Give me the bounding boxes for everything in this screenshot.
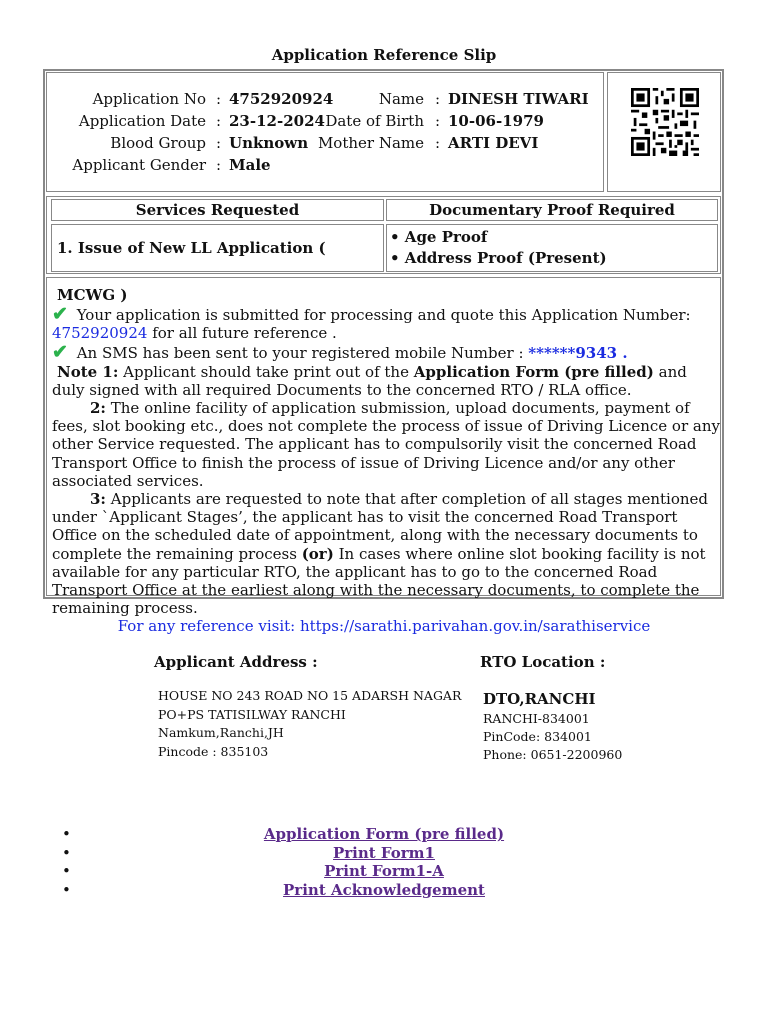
address-line: Pincode : 835103 <box>158 744 269 759</box>
proof-item: • Age Proof <box>390 228 488 246</box>
mobile-number: ******9343 . <box>528 344 628 363</box>
note-3-bold: (or) <box>301 544 334 563</box>
application-date-label: Application Date <box>78 112 206 130</box>
sms-text: An SMS has been sent to your registered mobile Number : <box>76 344 524 363</box>
colon: : <box>435 90 441 108</box>
bullet: • <box>62 843 71 862</box>
blood-group-label: Blood Group <box>110 134 206 152</box>
rto-name: DTO,RANCHI <box>483 690 596 708</box>
rto-line: RANCHI-834001 <box>483 711 590 726</box>
check-icon: ✔ <box>52 303 68 325</box>
rto-location-heading: RTO Location : <box>480 653 606 671</box>
dob-value: 10-06-1979 <box>448 112 544 130</box>
application-no-value: 4752920924 <box>229 90 334 108</box>
qr-code-icon <box>631 88 699 156</box>
proof-header-label: Documentary Proof Required <box>429 201 675 219</box>
rto-line: PinCode: 834001 <box>483 729 592 744</box>
dob-label: Date of Birth <box>325 112 424 130</box>
check-icon: ✔ <box>52 341 68 364</box>
proof-cell <box>386 224 718 272</box>
applicant-address-heading: Applicant Address : <box>154 653 318 671</box>
mother-name-label: Mother Name <box>317 134 424 152</box>
bullet: • <box>62 825 71 843</box>
name-label: Name <box>378 90 424 108</box>
mother-name-value: ARTI DEVI <box>448 134 539 152</box>
gender-label: Applicant Gender <box>72 156 206 174</box>
list-item <box>0 825 768 844</box>
note-3 <box>52 490 720 617</box>
future-ref-text: for all future reference . <box>152 324 337 343</box>
rto-line: Phone: 0651-2200960 <box>483 747 623 762</box>
colon: : <box>435 112 441 130</box>
note-1-bold: Application Form (pre filled) <box>413 362 654 381</box>
reference-visit-text: For any reference visit: https://sarathi.parivahan.gov.in/sarathiservice <box>117 617 651 635</box>
note-3-post: In cases where online slot booking facility is not available for any particular RTO, the applicant has to go to the concerned Road Transport Office at the earliest along with the necessary documents, to complete the remaining process. <box>52 544 706 618</box>
submitted-text: Your application is submitted for processing and quote this Application Number: <box>76 306 691 324</box>
bullet: • <box>62 862 71 880</box>
colon: : <box>216 134 222 152</box>
colon: : <box>435 134 441 152</box>
proof-item: • Address Proof (Present) <box>390 249 607 267</box>
list-item <box>0 862 768 881</box>
notes-content <box>52 305 720 617</box>
colon: : <box>216 156 222 174</box>
note-1-pre: Applicant should take print out of the <box>123 362 409 381</box>
proof-header <box>386 199 718 221</box>
list-item <box>0 881 768 900</box>
application-date-value: 23-12-2024 <box>229 112 325 130</box>
note-3-label: 3: <box>90 490 106 509</box>
blood-group-value: Unknown <box>229 134 309 152</box>
gender-value: Male <box>229 156 271 174</box>
address-line: PO+PS TATISILWAY RANCHI <box>158 707 346 722</box>
application-form-link[interactable]: Application Form (pre filled) <box>263 825 505 843</box>
colon: : <box>216 90 222 108</box>
services-header-label: Services Requested <box>135 201 300 219</box>
print-form1a-link[interactable]: Print Form1-A <box>324 862 444 880</box>
services-header <box>51 199 384 221</box>
note-2-label: 2: <box>90 399 106 418</box>
address-line: Namkum,Ranchi,JH <box>158 725 284 740</box>
sms-message <box>52 343 720 362</box>
page-title: Application Reference Slip <box>271 46 497 64</box>
print-acknowledgement-link[interactable]: Print Acknowledgement <box>283 880 485 899</box>
note-2-text: The online facility of application submission, upload documents, payment of fees, slot booking etc., does not complete the process of issue of Driving Licence or any other Service requested. The applicant has to compulsorily visit the concerned Road Transport Office to finish the process of issue of Driving Licence and/or any other associated services. <box>52 399 720 490</box>
print-links-list <box>0 825 768 899</box>
list-item <box>0 844 768 863</box>
service-item-cell <box>51 224 384 304</box>
note-1-label: Note 1: <box>57 362 119 381</box>
note-3-pre: Applicants are requested to note that after completion of all stages mentioned under `Applicant Stages’, the applicant has to visit the concerned Road Transport Office on the scheduled date of appointment, along with the necessary documents to complete the remaining process <box>52 490 709 563</box>
note-1 <box>52 363 720 399</box>
note-1-post: and duly signed with all required Documents to the concerned RTO / RLA office. <box>52 362 687 399</box>
name-value: DINESH TIWARI <box>448 90 589 108</box>
print-form1-link[interactable]: Print Form1 <box>333 843 435 862</box>
application-no-label: Application No <box>92 90 206 108</box>
bullet: • <box>62 880 71 899</box>
note-2 <box>52 399 720 490</box>
submitted-message <box>52 305 720 342</box>
address-line: HOUSE NO 243 ROAD NO 15 ADARSH NAGAR <box>158 688 462 703</box>
notes-app-number: 4752920924 <box>52 324 148 343</box>
colon: : <box>216 112 222 130</box>
service-item: 1. Issue of New LL Application ( MCWG ) <box>57 239 326 304</box>
